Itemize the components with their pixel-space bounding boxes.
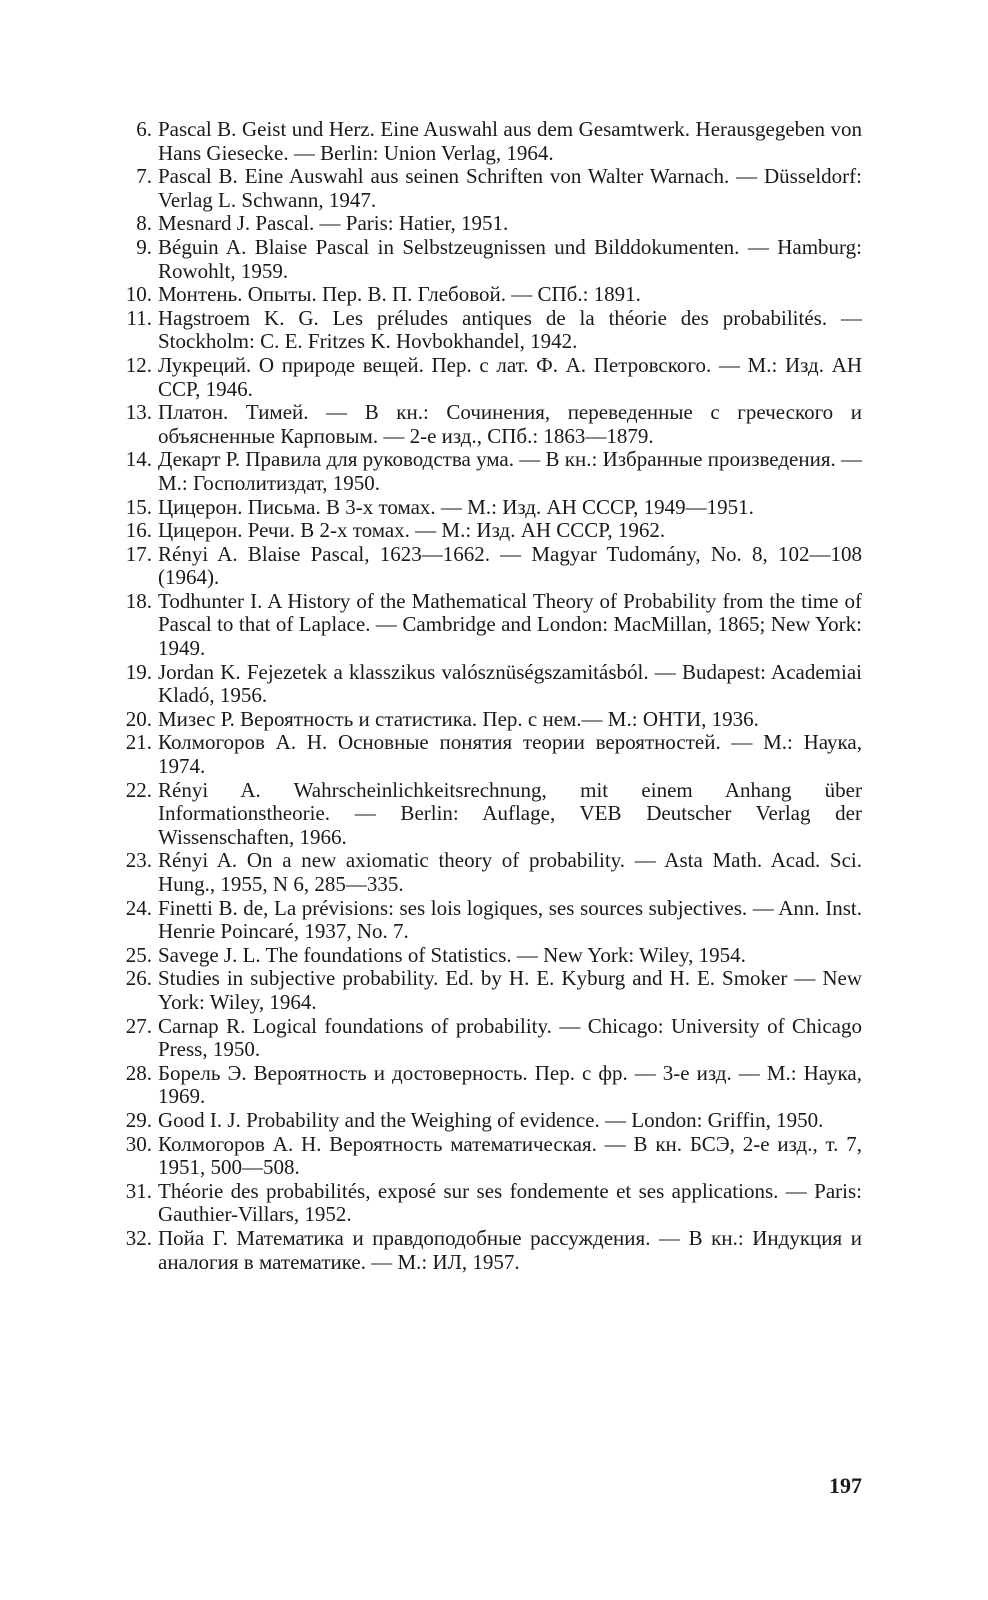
reference-text: Pascal B. Eine Auswahl aus seinen Schriften von Walter Warnach. — Düsseldorf: Verlag L. Schwann, 1947.	[158, 164, 862, 212]
reference-text: Rényi A. Wahrscheinlichkeitsrechnung, mit einem Anhang über Informationstheorie. — Berlin: Auflage, VEB Deutscher Verlag der Wissenschaften, 1966.	[158, 777, 862, 849]
reference-number: 29.	[125, 1107, 152, 1132]
reference-text: Лукреций. О природе вещей. Пер. с лат. Ф. А. Петровского. — М.: Изд. АН ССР, 1946.	[158, 352, 862, 401]
reference-number: 21.	[125, 730, 152, 755]
reference-text: Декарт Р. Правила для руководства ума. — В кн.: Избранные произведения. — М.: Госполитиздат, 1950.	[158, 447, 862, 495]
reference-text: Finetti B. de, La prévisions: ses lois logiques, ses sources subjectives. — Ann. Inst. Henrie Poincaré, 1937, No. 7.	[158, 895, 862, 944]
reference-item	[110, 779, 862, 850]
reference-text: Колмогоров А. Н. Вероятность математическая. — В кн. БСЭ, 2-е изд., т. 7, 1951, 500—508.	[158, 1131, 862, 1180]
reference-text: Béguin A. Blaise Pascal in Selbstzeugnissen und Bilddokumenten. — Hamburg: Rowohlt, 1959.	[158, 234, 862, 283]
reference-item	[110, 1227, 862, 1274]
reference-number: 31.	[125, 1178, 152, 1203]
reference-item	[110, 118, 862, 165]
reference-number: 12.	[125, 352, 152, 377]
reference-text: Rényi A. Blaise Pascal, 1623—1662. — Magyar Tudomány, No. 8, 102—108 (1964).	[158, 541, 862, 590]
reference-text: Hagstroem K. G. Les préludes antiques de la théorie des probabilités. — Stockholm: C. E. Fritzes K. Hovbokhandel, 1942.	[158, 305, 862, 354]
reference-number: 15.	[125, 494, 152, 519]
reference-number: 13.	[125, 400, 152, 425]
reference-item	[110, 236, 862, 283]
reference-number: 30.	[125, 1131, 152, 1156]
reference-item	[110, 967, 862, 1014]
reference-text: Цицерон. Речи. В 2-х томах. — М.: Изд. АН СССР, 1962.	[158, 518, 666, 543]
reference-number: 18.	[125, 588, 152, 613]
reference-item	[110, 708, 862, 732]
reference-item	[110, 165, 862, 212]
reference-number: 28.	[125, 1060, 152, 1085]
reference-item	[110, 897, 862, 944]
reference-text: Studies in subjective probability. Ed. by H. E. Kyburg and H. E. Smoker — New York: Wiley, 1964.	[158, 966, 862, 1014]
page-body	[110, 118, 862, 1274]
reference-text: Good I. J. Probability and the Weighing of evidence. — London: Griffin, 1950.	[158, 1107, 824, 1132]
reference-item	[110, 212, 862, 236]
reference-item	[110, 590, 862, 661]
reference-item	[110, 1015, 862, 1062]
reference-number: 32.	[125, 1225, 152, 1250]
reference-list	[110, 118, 862, 1274]
reference-item	[110, 1109, 862, 1133]
reference-item	[110, 354, 862, 401]
reference-item	[110, 448, 862, 495]
reference-text: Todhunter I. A History of the Mathematical Theory of Probability from the time of Pascal to that of Laplace. — Cambridge and London: MacMillan, 1865; New York: 1949.	[158, 588, 862, 661]
reference-item	[110, 849, 862, 896]
reference-number: 14.	[125, 447, 152, 472]
reference-text: Savege J. L. The foundations of Statistics. — New York: Wiley, 1954.	[158, 942, 746, 967]
reference-number: 26.	[125, 966, 152, 991]
reference-item	[110, 401, 862, 448]
reference-text: Théorie des probabilités, exposé sur ses fondemente et ses applications. — Paris: Gauthier-Villars, 1952.	[158, 1178, 862, 1227]
reference-item	[110, 661, 862, 708]
reference-item	[110, 543, 862, 590]
reference-text: Jordan K. Fejezetek a klasszikus valósznüségszamitásból. — Budapest: Academiai Kladó, 1956.	[158, 659, 862, 708]
reference-text: Mesnard J. Pascal. — Paris: Hatier, 1951.	[158, 211, 509, 236]
reference-number: 17.	[125, 541, 152, 566]
reference-item	[110, 1180, 862, 1227]
reference-item	[110, 496, 862, 520]
reference-number: 6.	[136, 117, 152, 141]
reference-number: 11.	[126, 305, 152, 330]
reference-text: Rényi A. On a new axiomatic theory of probability. — Asta Math. Acad. Sci. Hung., 1955, N 6, 285—335.	[158, 848, 862, 896]
reference-item	[110, 283, 862, 307]
reference-item	[110, 307, 862, 354]
reference-text: Pascal B. Geist und Herz. Eine Auswahl aus dem Gesamtwerk. Herausgegeben von Hans Giesecke. — Berlin: Union Verlag, 1964.	[158, 117, 862, 165]
reference-number: 22.	[125, 777, 152, 802]
reference-number: 19.	[125, 659, 152, 684]
reference-number: 7.	[136, 164, 152, 189]
reference-number: 24.	[125, 895, 152, 920]
reference-number: 16.	[125, 518, 152, 543]
page-number: 197	[829, 1473, 862, 1498]
reference-number: 23.	[125, 848, 152, 873]
reference-text: Цицерон. Письма. В 3-х томах. — М.: Изд. АН СССР, 1949—1951.	[158, 494, 754, 519]
reference-text: Пойа Г. Математика и правдоподобные рассуждения. — В кн.: Индукция и аналогия в математике. — М.: ИЛ, 1957.	[158, 1225, 862, 1274]
reference-text: Борель Э. Вероятность и достоверность. Пер. с фр. — 3-е изд. — М.: Наука, 1969.	[158, 1060, 862, 1109]
reference-number: 8.	[136, 211, 152, 236]
reference-item	[110, 1133, 862, 1180]
reference-item	[110, 519, 862, 543]
reference-item	[110, 1062, 862, 1109]
reference-number: 27.	[125, 1013, 152, 1038]
reference-text: Колмогоров А. Н. Основные понятия теории вероятностей. — М.: Наука, 1974.	[158, 730, 862, 779]
reference-number: 9.	[136, 234, 152, 259]
reference-text: Монтень. Опыты. Пер. В. П. Глебовой. — СПб.: 1891.	[158, 282, 641, 307]
reference-item	[110, 944, 862, 968]
reference-number: 25.	[125, 942, 152, 967]
reference-text: Мизес Р. Вероятность и статистика. Пер. с нем.— М.: ОНТИ, 1936.	[158, 706, 759, 731]
reference-text: Платон. Тимей. — В кн.: Сочинения, переведенные с греческого и объясненные Карповым. — 2-е изд., СПб.: 1863—1879.	[158, 400, 862, 448]
reference-number: 20.	[125, 706, 152, 731]
reference-item	[110, 731, 862, 778]
reference-text: Carnap R. Logical foundations of probability. — Chicago: University of Chicago Press, 1950.	[158, 1013, 862, 1062]
reference-number: 10.	[125, 282, 152, 307]
